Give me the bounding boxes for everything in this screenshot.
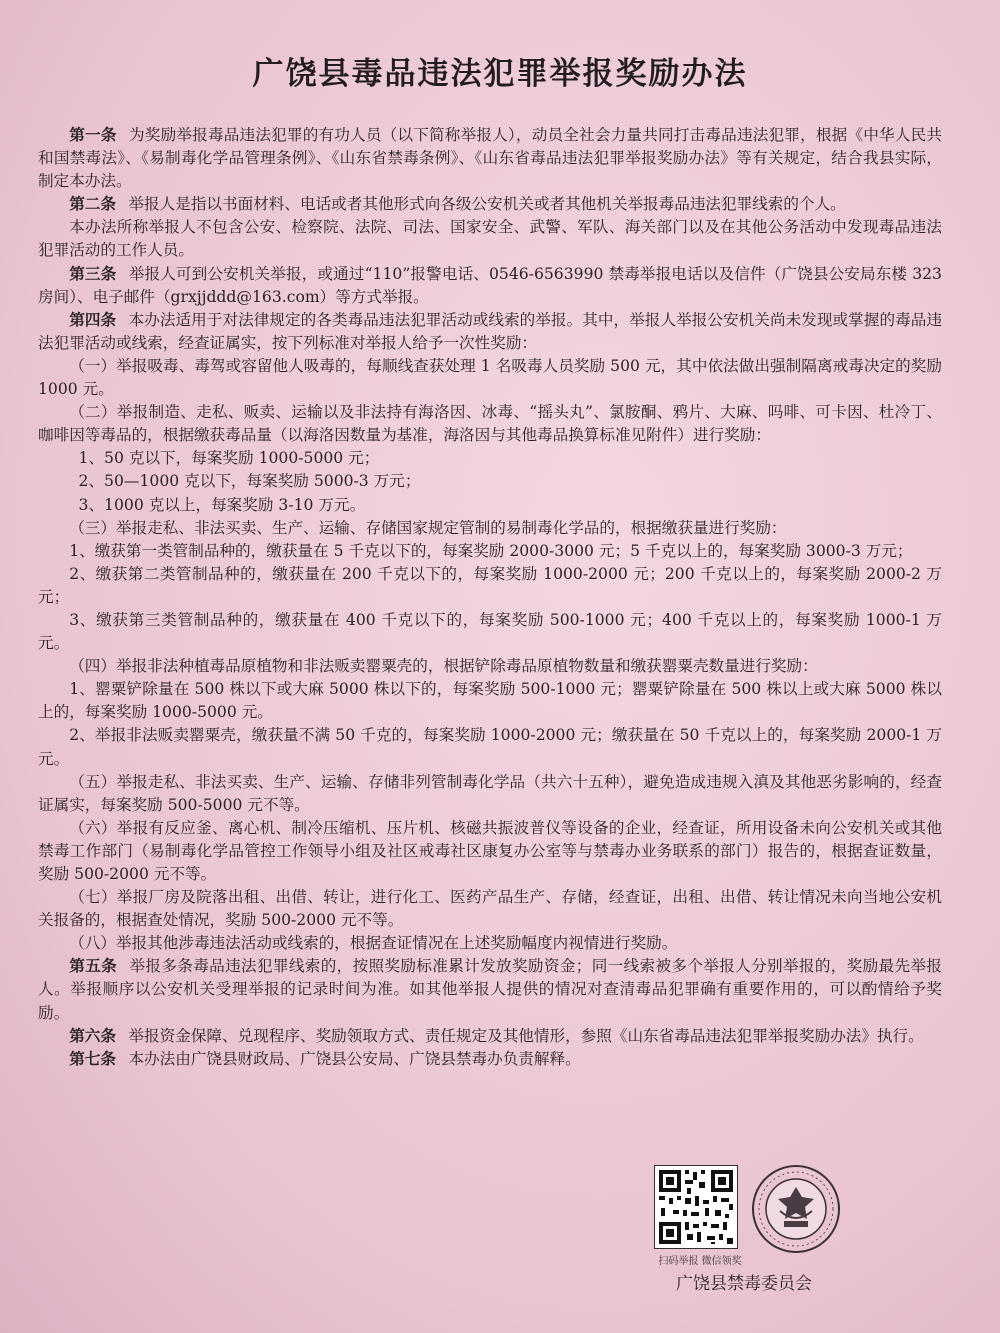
article-3 [38, 263, 942, 309]
article-5 [38, 955, 942, 1024]
article-4-item-2: （二）举报制造、走私、贩卖、运输以及非法持有海洛因、冰毒、“摇头丸”、氯胺酮、鸦片、大麻、吗啡、可卡因、杜冷丁、咖啡因等毒品的，根据缴获毒品量（以海洛因数量为基准，海洛因与其他毒品换算标准见附件）进行奖励： [38, 403, 942, 445]
qr-caption: 扫码举报 微信领奖 [658, 1256, 742, 1267]
article-4-item-2-sub-3: 3、1000 克以上，每案奖励 3-10 万元。 [78, 495, 366, 514]
article-4-item-6: （六）举报有反应釜、离心机、制冷压缩机、压片机、核磁共振波普仪等设备的企业，经查证，所用设备未向公安机关或其他禁毒工作部门（易制毒化学品管控工作领导小组及社区戒毒社区康复办公室等与禁毒办业务联系的部门）报告的，根据查证数量，奖励 500-2000 元不等。 [38, 818, 942, 883]
article-6-text: 举报资金保障、兑现程序、奖励领取方式、责任规定及其他情形，参照《山东省毒品违法犯罪举报奖励办法》执行。 [128, 1026, 924, 1045]
article-2-paragraph-2: 本办法所称举报人不包含公安、检察院、法院、司法、国家安全、武警、军队、海关部门以及在其他公务活动中发现毒品违法犯罪活动的工作人员。 [38, 218, 942, 260]
article-2-label: 第二条 [69, 195, 116, 214]
article-4 [38, 309, 942, 355]
article-4-item-4-sub-2: 2、举报非法贩卖罂粟壳，缴获量不满 50 千克的，每案奖励 1000-2000 元；缴获量在 50 千克以上的，每案奖励 2000-1 万元。 [38, 726, 942, 768]
article-2 [38, 193, 942, 216]
article-4-item-3-sub-2: 2、缴获第二类管制品种的，缴获量在 200 千克以下的，每案奖励 1000-2000 元；200 千克以上的，每案奖励 2000-2 万元； [38, 564, 942, 606]
article-4-item-7: （七）举报厂房及院落出租、出借、转让，进行化工、医药产品生产、存储，经查证，出租、出借、转让情况未向当地公安机关报备的，根据查处情况，奖励 500-2000 元不等。 [38, 888, 942, 930]
article-7-label: 第七条 [69, 1049, 116, 1068]
article-2-text: 举报人是指以书面材料、电话或者其他形式向各级公安机关或者其他机关举报毒品违法犯罪线索的个人。 [128, 195, 846, 214]
issuing-organization: 广饶县禁毒委员会 [676, 1274, 812, 1294]
article-6-label: 第六条 [69, 1026, 116, 1045]
article-4-item-3: （三）举报走私、非法买卖、生产、运输、存储国家规定管制的易制毒化学品的，根据缴获量进行奖励： [69, 518, 787, 537]
article-4-item-4-sub-1: 1、罂粟铲除量在 500 株以下或大麻 5000 株以下的，每案奖励 500-1000 元；罂粟铲除量在 500 株以上或大麻 5000 株以上的，每案奖励 1000-5000 元。 [38, 680, 942, 722]
article-1-label: 第一条 [69, 126, 117, 144]
article-1-text: 为奖励举报毒品违法犯罪的有功人员（以下简称举报人），动员全社会力量共同打击毒品违法犯罪，根据《中华人民共和国禁毒法》、《易制毒化学品管理条例》、《山东省禁毒条例》、《山东省毒品违法犯罪举报奖励办法》等有关规定，结合我县实际，制定本办法。 [38, 126, 942, 191]
article-7 [38, 1048, 942, 1071]
article-4-item-3-sub-3: 3、缴获第三类管制品种的，缴获量在 400 千克以下的，每案奖励 500-1000 元；400 千克以上的，每案奖励 1000-1 万元。 [38, 610, 942, 653]
article-1 [38, 124, 942, 193]
qr-code-icon[interactable] [654, 1165, 738, 1249]
article-4-item-8: （八）举报其他涉毒违法活动或线索的，根据查证情况在上述奖励幅度内视情进行奖励。 [69, 934, 678, 953]
article-3-label: 第三条 [69, 264, 117, 283]
article-5-label: 第五条 [69, 957, 118, 976]
page-title: 广饶县毒品违法犯罪举报奖励办法 [252, 56, 748, 92]
article-5-text: 举报多条毒品违法犯罪线索的，按照奖励标准累计发放奖励资金；同一线索被多个举报人分别举报的，奖励最先举报人。举报顺序以公安机关受理举报的记录时间为准。如其他举报人提供的情况对查清毒品犯罪确有重要作用的，可以酌情给予奖励。 [38, 957, 942, 1022]
article-4-label: 第四条 [69, 310, 117, 329]
article-4-item-4: （四）举报非法种植毒品原植物和非法贩卖罂粟壳的，根据铲除毒品原植物数量和缴获罂粟壳数量进行奖励： [69, 657, 818, 676]
article-4-item-3-sub-1: 1、缴获第一类管制品种的，缴获量在 5 千克以下的，每案奖励 2000-3000 元；5 千克以上的，每案奖励 3000-3 万元； [69, 541, 913, 560]
regulation-body [38, 124, 942, 1071]
qr-code-graphic [655, 1166, 737, 1248]
article-4-item-1: （一）举报吸毒、毒驾或容留他人吸毒的，每顺线查获处理 1 名吸毒人员奖励 500 元，其中依法做出强制隔离戒毒决定的奖励 1000 元。 [38, 356, 942, 399]
article-4-item-5: （五）举报走私、非法买卖、生产、运输、存储非列管制毒化学品（共六十五种），避免造成违规入滇及其他恶劣影响的，经查证属实，每案奖励 500-5000 元不等。 [38, 772, 942, 814]
article-3-text: 举报人可到公安机关举报，或通过“110”报警电话、0546-6563990 禁毒举报电话以及信件（广饶县公安局东楼 323 房间）、电子邮件（grxjjddd@163.com）等方式举报。 [38, 264, 942, 306]
article-4-text: 本办法适用于对法律规定的各类毒品违法犯罪活动或线索的举报。其中，举报人举报公安机关尚未发现或掌握的毒品违法犯罪活动或线索，经查证属实，按下列标准对举报人给予一次性奖励： [38, 310, 942, 352]
article-7-text: 本办法由广饶县财政局、广饶县公安局、广饶县禁毒办负责解释。 [128, 1049, 581, 1068]
article-4-item-2-sub-1: 1、50 克以下，每案奖励 1000-5000 元； [78, 449, 380, 468]
anti-drug-committee-seal-icon [750, 1163, 842, 1255]
article-6 [38, 1025, 942, 1048]
article-4-item-2-sub-2: 2、50—1000 克以下，每案奖励 5000-3 万元； [78, 472, 421, 491]
seal-graphic [750, 1163, 842, 1255]
